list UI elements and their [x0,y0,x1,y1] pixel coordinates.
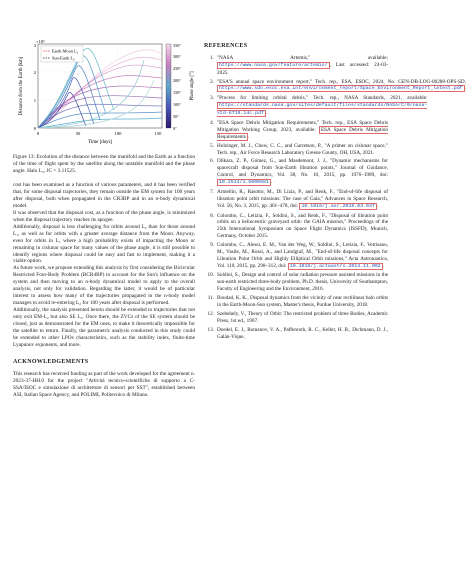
reference-text: Colombo, C., Letizia, F., Soldini, S., and Renk, F., "Disposal of libration point orbits on a heliocentric graveyard orbit: the GAIA mission," Proceedings of the 25th International Symposium on Space Flight Dynamics (ISSFD), Munich, Germany, October 2015. [217,212,388,240]
reference-item [204,95,428,118]
acknowledgements-text: This research has received funding as part of the work developed for the agreement n. 2023-37-HH.0 for the project "Attività tecnico-scientifiche di supporto a C-SSA/ISOC e simulazione di architetture di sensori per SST", established between ASI, Italian Space Agency, and POLIMI, Politecnico di Milano. [13,370,195,398]
reference-item [204,213,388,240]
reference-number: 10. [207,272,214,279]
distance-phase-plot [14,40,196,150]
reference-number: 13. [207,326,214,333]
reference-number: 2. [210,78,214,85]
svg-text:100: 100 [114,131,122,136]
paragraph: It was observed that the disposal cost, as a function of the phase angle, is minimized when the disposal trajectory reaches its apogee. [13,209,195,223]
reference-item [204,327,388,341]
reference-item [204,143,388,157]
reference-number: 3. [210,95,214,102]
svg-text:1: 1 [33,98,36,103]
phase-ticks [173,43,181,131]
conclusions-text [13,182,195,399]
reference-text: "ESA'S annual space environment report," Tech. rep., ESA, ESOC, 2024, No. GEN-DB-LOG-00288-OPS-SD, https://www.sdo.esoc.esa.int/environment_report/Space_Environment_Report_latest.pdf . [217,78,466,92]
reference-link[interactable]: 10.1016/j.asr.2015.03.037 [301,203,375,209]
svg-text:300°: 300° [173,54,181,59]
phase-axis-label: Phase angle [°] [190,71,195,101]
references-section [204,43,466,342]
legend-se-l2: Sun-Earth L₂ [52,55,75,61]
reference-text: Colombo, C., Alessi, E. M., Van der Weg, W., Soldini, S., Letizia, F., Vetrisano, M., Vasile, M., Rossi, A., and Landgraf, M., "End-of-life disposal concepts for Libration Point Orbit and Highly Elliptical Orbit missions," Acta Astronautica, Vol. 110, 2015, pp. 298–312, doi: 10.1016/j.actaastro.2014.11.002 . [217,242,388,269]
svg-text:0: 0 [33,126,36,131]
legend-em-l2: Earth-Moon L₂ [52,48,79,54]
reference-text: Holzinger, M. J., Chow, C. C., and Garretson, P., "A primer on cislunar space," Tech. rep., Air Force Research Laboratory Greene County, OH, USA, 2021. [217,142,388,156]
reference-list [204,55,466,340]
reference-text: "ESA Space Debris Mitigation Requirements," Tech. rep., ESA Space Debris Mitigation Working Group, 2023, available: ESA Space Debris Mitigation Requirements . [217,120,388,140]
legend [41,46,83,62]
svg-text:150°: 150° [173,90,181,95]
svg-text:50: 50 [75,131,81,136]
figure-13 [14,40,196,150]
reference-item [204,295,388,309]
reference-item [204,120,388,141]
reference-number: 11. [207,295,214,302]
svg-text:350°: 350° [173,43,181,48]
reference-text: Olikara, Z. P., Gómez, G., and Masdemont, J. J., "Dynamic mechanisms for spacecraft disposal from Sun-Earth libration points," Journal of Guidance, Control, and Dynamics, Vol. 38, No. 10, 2015, pp. 1976–1989, doi: 10.2514/1.G000581 . [217,158,388,185]
svg-text:50°: 50° [173,114,179,119]
reference-text: "NASA Artemis," available: https://www.nasa.gov/feature/artemis/ , Last accessed: 24-03-2025. [217,55,388,76]
reference-number: 1. [210,55,214,61]
reference-text: Szebehely, V., Theory of Orbit: The restricted problem of three Bodies, Academic Press, 1st ed., 1967. [217,310,388,324]
x-ticks [37,131,162,136]
reference-number: 9. [210,242,214,248]
svg-text:200°: 200° [173,78,181,83]
acknowledgements-heading: ACKNOWLEDGEMENTS [13,358,89,365]
reference-link[interactable]: https://www.nasa.gov/feature/artemis/ [219,62,328,68]
reference-text: Doedel, E. J., Romanov, V. A., Paffenroth, R. C., Keller, H. B., Dichmann, D. J., Galán-Vique, [217,326,388,340]
reference-link[interactable]: https://standards.nasa.gov/sites/default/files/standards/NASA/C/0/nasa-std-8719.14c.pdf [217,103,428,117]
svg-text:250°: 250° [173,66,181,71]
svg-text:2: 2 [33,70,36,75]
reference-link[interactable]: 10.2514/1.G000581 [219,179,269,185]
reference-item [204,311,388,325]
reference-number: 6. [210,158,214,165]
reference-item [204,158,388,186]
svg-text:150: 150 [154,131,162,136]
svg-text:100°: 100° [173,102,181,107]
references-heading: REFERENCES [204,43,248,49]
reference-item [204,272,388,293]
reference-text: Armellin, R., Rasotto, M., Di Lizia, P., and Renk, F., "End-of-life disposal of libration point orbit missions: The case of Gaia," Advances in Space Research, Vol. 56, No. 3, 2015, pp. 461–478, doi: 10.1016/j.asr.2015.03.037 . [217,188,388,209]
paragraph: Additionally, the analysis presented herein should be extended to trajectories that not only exit EM-L₂ but also SE L₂. Once there, the ZVCs of the SE system should be closed, just as demonstrated for the EM ones, to make it theoretically impossible for the satellite to return. Finally, the parametric analysis conducted in this study could be extended to other LPOs characteristics, such as the stability index, finite-time Lyapunov exponents, and more. [13,307,195,348]
y-ticks [34,43,37,131]
paragraph: Additionally, disposal is less challenging for orbits around L₂ than for those around L₁, as well as for orbits with a greater average distance from the Moon. Anyway, even for orbits in L₁ where a high probability exists of impacting the Moon or remaining in cislunar space for many values of the phase angle, it is still possible to identify regions where disposal could be easy and fast to implement, making it a viable option. [13,223,195,265]
y-axis-label: Distance from the Earth [km] [19,56,24,116]
reference-number: 7. [210,188,214,195]
reference-item [204,55,388,77]
reference-number: 4. [210,120,214,127]
x-axis-label: Time [days] [87,140,113,145]
colorbar [166,44,171,128]
reference-text: "Process for limiting orbital debris," Tech. rep., NASA Standards, 2021, available: https://standards.nasa.gov/sites/default/files/standards/NASA/C/0/nasa-std-8719.14c.pdf . [217,95,428,117]
reference-link[interactable]: https://www.sdo.esoc.esa.int/environment_report/Space_Environment_Report_latest.pdf [219,86,463,92]
figure-caption: Figure 13: Evolution of the distance between the manifold and the Earth as a function of the time of flight spent by the satellite along the unstable manifold and the phase angle. Halo L₂, JC = 3.11525. [13,154,195,175]
paragraph: As future work, we propose extending this analysis by first considering the Bicircular Restricted Four-Body Problem (BCR4BP) to account for the Sun's influence on the system and then moving to an n-body dynamical model to apply to the overall analysis, not only for validation. Regarding the latter, it would be of particular interest to assess how many of the trajectories propagated in the n-body model manages to avoid re-entering L₂ for 100 years after disposal is performed. [13,265,195,307]
reference-link[interactable]: ESA Space Debris Mitigation Requirements [217,126,388,140]
reference-item [204,242,388,270]
reference-number: 8. [210,212,214,219]
reference-number: 12. [207,310,214,317]
reference-text: Boudad, K. K., Disposal dynamics from the vicinity of near rectilinear halo orbits in the Earth-Moon-Sun system, Master's thesis, Purdue University, 2018. [217,295,388,308]
paragraph: cost has been examined as a function of various parameters, and it has been verified that, for some disposal trajectories, they remain outside the EM system for 100 years after disposal, both when propagated in the CR3BP and in an n-body dynamical model. [13,182,195,209]
reference-item [204,189,388,211]
svg-text:3: 3 [33,43,36,48]
reference-number: 5. [210,142,214,149]
svg-text:0: 0 [36,131,40,136]
svg-text:0°: 0° [173,126,177,131]
y-exponent: ×10⁶ [36,39,45,44]
reference-link[interactable]: 10.1016/j.actaastro.2014.11.002 [289,263,381,269]
reference-item [204,78,466,94]
reference-text: Soldini, S., Design and control of solar radiation pressure assisted missions in the sun-earth restricted three-body problem, Ph.D. thesis, University of Southampton, Faculty of Engineering and the Environment, 2016. [217,272,388,293]
